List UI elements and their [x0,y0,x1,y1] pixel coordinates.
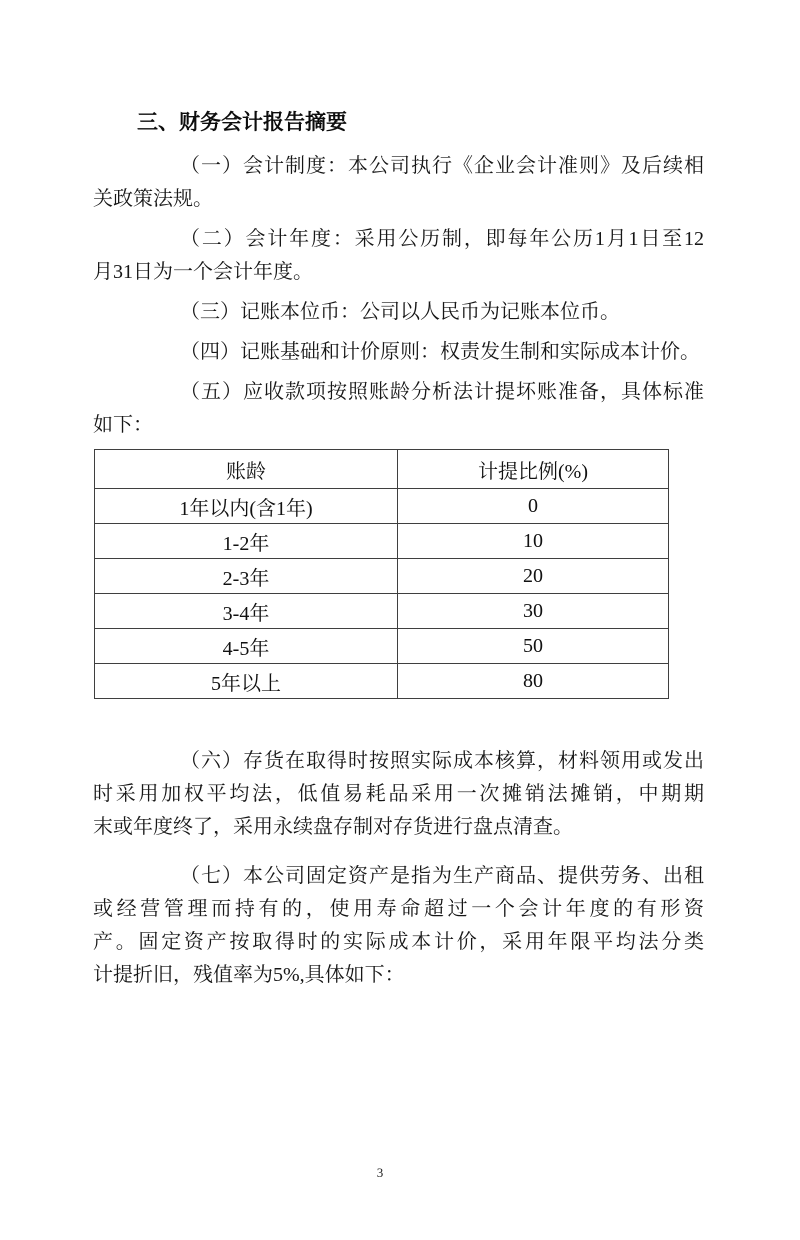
table-cell-ratio: 50 [398,629,669,664]
paragraph-line: 关政策法规。 [93,188,213,210]
table-header [95,450,669,489]
table-header-aging: 账龄 [95,450,398,489]
paragraph [93,745,704,844]
paragraph-line: （七）本公司固定资产是指为生产商品、提供劳务、出租 [180,865,704,887]
paragraph [93,376,704,442]
table-cell-aging: 1年以内(含1年) [95,489,398,524]
paragraph [93,223,704,289]
table-row [95,524,669,559]
table-cell-ratio: 20 [398,559,669,594]
closing-paragraphs [93,745,704,992]
table-cell-ratio: 80 [398,664,669,699]
table-header-row [95,450,669,489]
section-title: 三、财务会计报告摘要 [137,111,347,134]
table-cell-aging: 1-2年 [95,524,398,559]
paragraph-line: 产。固定资产按取得时的实际成本计价，采用年限平均法分类 [93,931,704,953]
paragraph-line: （三）记账本位币：公司以人民币为记账本位币。 [180,301,620,323]
paragraph-line: （二）会计年度：采用公历制，即每年公历1月1日至12 [180,228,704,250]
intro-paragraphs [93,150,704,442]
table-cell-aging: 5年以上 [95,664,398,699]
paragraph-line: 时采用加权平均法，低值易耗品采用一次摊销法摊销，中期期 [93,783,704,805]
paragraph-line: （五）应收款项按照账龄分析法计提坏账准备，具体标准 [180,381,704,403]
page-number: 3 [376,1165,384,1180]
document-content [0,110,800,992]
table-cell-ratio: 10 [398,524,669,559]
table-row [95,594,669,629]
table-row [95,664,669,699]
table-cell-ratio: 30 [398,594,669,629]
paragraph [93,860,704,992]
paragraph-line: （六）存货在取得时按照实际成本核算，材料领用或发出 [180,750,704,772]
document-page [0,110,800,1240]
paragraph-line: 计提折旧，残值率为5%,具体如下： [93,964,405,986]
paragraph-line: 如下： [93,414,153,436]
table-row [95,489,669,524]
table-body [95,489,669,699]
paragraph-line: 末或年度终了，采用永续盘存制对存货进行盘点清查。 [93,816,573,838]
table-cell-aging: 4-5年 [95,629,398,664]
table-cell-aging: 2-3年 [95,559,398,594]
paragraph-line: （四）记账基础和计价原则：权责发生制和实际成本计价。 [180,341,700,363]
table-row [95,629,669,664]
paragraph [93,336,704,369]
table-row [95,559,669,594]
table-cell-ratio: 0 [398,489,669,524]
paragraph-line: 月31日为一个会计年度。 [93,261,313,283]
paragraph-line: 或经营管理而持有的，使用寿命超过一个会计年度的有形资 [93,898,704,920]
table-cell-aging: 3-4年 [95,594,398,629]
paragraph [93,150,704,216]
paragraph [93,296,704,329]
table-header-ratio: 计提比例(%) [398,450,669,489]
bad-debt-provision-table [94,449,669,699]
paragraph-line: （一）会计制度：本公司执行《企业会计准则》及后续相 [180,155,704,177]
